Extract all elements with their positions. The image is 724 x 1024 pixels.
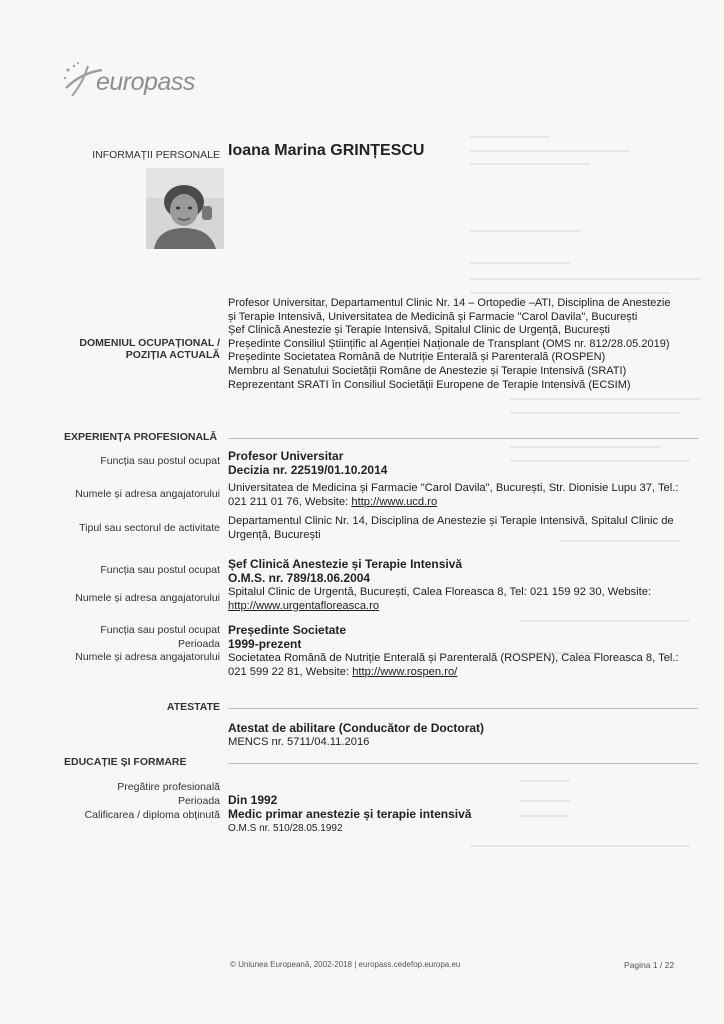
experience-section-label: EXPERIENȚA PROFESIONALĂ	[64, 431, 218, 443]
job3-employer-line2	[228, 666, 688, 680]
job3-period-label: Perioada	[177, 637, 220, 650]
footer-copyright: © Uniunea Europeană, 2002-2018 | europass.cedefop.europa.eu	[230, 960, 461, 969]
training-label: Pregătire profesională	[117, 781, 220, 793]
occupation-section-label	[79, 337, 220, 361]
logo-text: europass	[96, 68, 195, 96]
education-period: Din 1992	[228, 793, 278, 807]
atestate-title: Atestat de abilitare (Conducător de Doctorat)	[228, 721, 485, 735]
job1-website-link[interactable]: http://www.ucd.ro	[351, 495, 438, 508]
job2-employer	[228, 586, 688, 613]
atestate-divider	[228, 708, 698, 709]
occupation-line: Președinte Consiliul Științific al Agenției Naționale de Transplant (OMS nr. 812/28.05.2019)	[228, 337, 670, 350]
education-detail: O.M.S nr. 510/28.05.1992	[228, 823, 343, 834]
job2-title: Șef Clinică Anestezie și Terapie Intensivă	[228, 557, 463, 571]
job1-employer	[228, 482, 688, 509]
qualification-label: Calificarea / diploma obținută	[84, 809, 220, 821]
job1-sector-label: Tipul sau sectorul de activitate	[79, 522, 220, 534]
europass-logo	[62, 60, 222, 100]
job3-website-link[interactable]: http://www.rospen.ro/	[352, 665, 458, 678]
job3-employer-phone: 021 599 22 81, Website:	[228, 665, 353, 678]
occupation-line: Profesor Universitar, Departamentul Clinic Nr. 14 – Ortopedie –ATI, Disciplina de Anestezie	[228, 297, 671, 309]
job3-employer-line1: Societatea Română de Nutriție Enterală și Parenterală (ROSPEN), Calea Floreasca 8, Tel.:	[228, 652, 679, 664]
job1-decision: Decizia nr. 22519/01.10.2014	[228, 463, 388, 477]
job3-title: Președinte Societate	[228, 623, 347, 637]
job3-employer	[228, 652, 688, 679]
education-qualification: Medic primar anestezie și terapie intensivă	[228, 807, 472, 821]
occupation-line: și Terapie Intensivă, Universitatea de Medicină și Farmacie "Carol Davila", București	[228, 310, 638, 323]
job2-employer-line2	[228, 600, 688, 614]
occupation-line: Membru al Senatului Societății Române de Anestezie și Terapie Intensivă (SRATI)	[228, 364, 627, 377]
person-name: Ioana Marina GRINȚESCU	[228, 142, 425, 159]
job1-sector-line2: Urgență, București	[228, 528, 321, 541]
job1-employer-phone: 021 211 01 76, Website:	[228, 495, 352, 508]
education-period-label: Perioada	[177, 795, 220, 807]
job1-sector-line1: Departamentul Clinic Nr. 14, Disciplina de Anestezie și Terapie Intensivă, Spitalul Clinic de	[228, 515, 674, 527]
personal-section-label: INFORMAȚII PERSONALE	[92, 149, 220, 161]
atestate-detail: MENCS nr. 5711/04.11.2016	[228, 736, 370, 748]
job2-website-link[interactable]: http://www.urgentafloreasca.ro	[228, 599, 380, 612]
education-divider	[228, 763, 698, 764]
job2-function-label: Funcția sau postul ocupat	[100, 564, 220, 576]
job1-sector	[228, 515, 688, 542]
job3-employer-label: Numele și adresa angajatorului	[75, 651, 220, 664]
profile-photo	[146, 168, 224, 249]
job1-employer-line1: Universitatea de Medicina și Farmacie "Carol Davila", București, Str. Dionisie Lupu 37, Tel.:	[228, 482, 679, 494]
job1-employer-label: Numele și adresa angajatorului	[75, 488, 220, 500]
occupation-label-line2: POZIȚIA ACTUALĂ	[125, 349, 220, 361]
job2-employer-label: Numele și adresa angajatorului	[75, 592, 220, 604]
occupation-line: Șef Clinică Anestezie și Terapie Intensivă, Spitalul Clinic de Urgență, București	[228, 324, 610, 337]
job1-employer-line2	[228, 496, 688, 510]
job1-title: Profesor Universitar	[228, 449, 344, 463]
occupation-line: Președinte Societatea Română de Nutriție Enterală și Parenterală (ROSPEN)	[228, 351, 606, 364]
education-labels	[85, 780, 220, 822]
occupation-line: Reprezentant SRATI în Consiliul Societății Europene de Terapie Intensivă (ECSIM)	[228, 378, 631, 391]
education-section-label: EDUCAȚIE ȘI FORMARE	[64, 756, 187, 768]
footer-page-number: Pagina 1 / 22	[624, 960, 675, 970]
occupation-label-line1: DOMENIUL OCUPAȚIONAL /	[79, 337, 220, 349]
job3-period: 1999-prezent	[228, 637, 302, 651]
job1-function-label: Funcția sau postul ocupat	[100, 455, 220, 467]
job2-decision: O.M.S. nr. 789/18.06.2004	[228, 571, 371, 585]
experience-divider	[228, 438, 698, 439]
occupation-list	[228, 297, 688, 392]
job3-labels	[75, 624, 220, 665]
job2-employer-line1: Spitalul Clinic de Urgentă, București, Calea Floreasca 8, Tel: 021 159 92 30, Website:	[228, 586, 652, 598]
atestate-section-label: ATESTATE	[166, 701, 220, 713]
job3-function-label: Funcția sau postul ocupat	[100, 624, 220, 636]
